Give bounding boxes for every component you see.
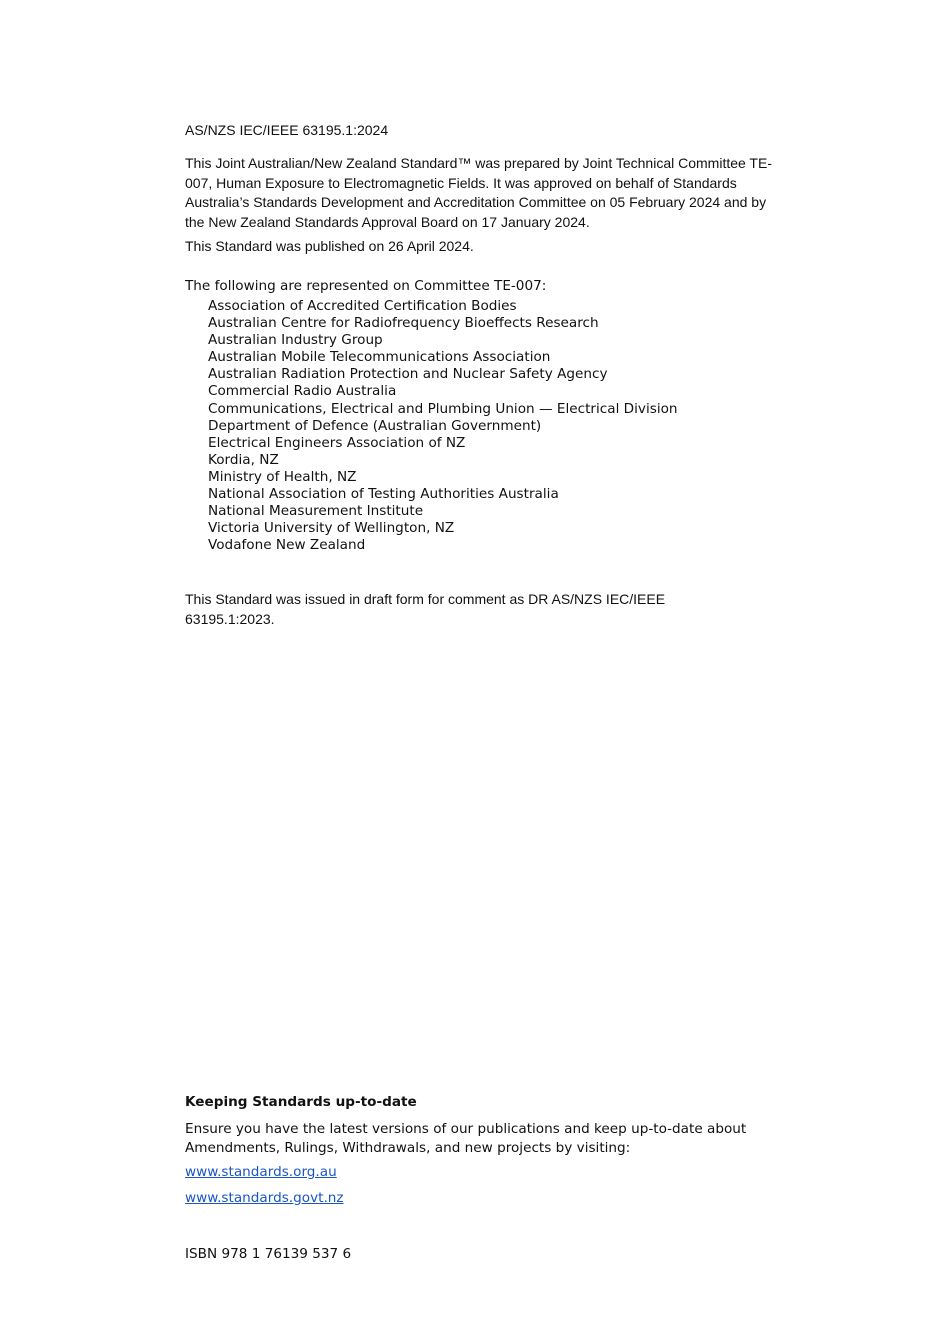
standards-australia-link[interactable]: www.standards.org.au [185, 1164, 337, 1180]
committee-member: Australian Mobile Telecommunications Association [208, 349, 551, 366]
committee-member: Victoria University of Wellington, NZ [208, 520, 455, 537]
committee-member: Communications, Electrical and Plumbing Union — Electrical Division [208, 400, 678, 417]
committee-member-list [208, 298, 678, 554]
committee-member: Department of Defence (Australian Government) [208, 417, 542, 434]
committee-member: Vodafone New Zealand [208, 537, 366, 554]
preparation-paragraph: This Joint Australian/New Zealand Standard™ was prepared by Joint Technical Committee TE-007, Human Exposure to Electromagnetic Fields. It was approved on behalf of Standards Australia’s Standards Development and Accreditation Committee on 05 February 2024 and by the New Zealand Standards Approval Board on 17 January 2024. [185, 155, 772, 230]
committee-member: Australian Centre for Radiofrequency Bioeffects Research [208, 315, 599, 332]
committee-member: Kordia, NZ [208, 451, 279, 468]
committee-member: National Measurement Institute [208, 503, 424, 520]
draft-statement: This Standard was issued in draft form for comment as DR AS/NZS IEC/IEEE 63195.1:2023. [185, 591, 666, 627]
standards-nz-link[interactable]: www.standards.govt.nz [185, 1190, 344, 1206]
committee-member: Ministry of Health, NZ [208, 468, 357, 485]
committee-member: Association of Accredited Certification Bodies [208, 298, 517, 314]
committee-intro: The following are represented on Committee TE-007: [185, 278, 547, 294]
committee-member: Electrical Engineers Association of NZ [208, 434, 466, 451]
keeping-up-to-date-text: Ensure you have the latest versions of our publications and keep up-to-date about Amendments, Rulings, Withdrawals, and new projects by visiting: [185, 1121, 747, 1156]
publication-date-statement: This Standard was published on 26 April 2024. [185, 238, 474, 254]
committee-member: Commercial Radio Australia [208, 383, 397, 400]
isbn: ISBN 978 1 76139 537 6 [185, 1246, 352, 1262]
committee-member: Australian Radiation Protection and Nuclear Safety Agency [208, 366, 608, 383]
committee-member: Australian Industry Group [208, 332, 383, 349]
keeping-up-to-date-heading: Keeping Standards up-to-date [185, 1094, 417, 1110]
committee-member: National Association of Testing Authorities Australia [208, 486, 559, 503]
document-designation: AS/NZS IEC/IEEE 63195.1:2024 [185, 122, 389, 138]
